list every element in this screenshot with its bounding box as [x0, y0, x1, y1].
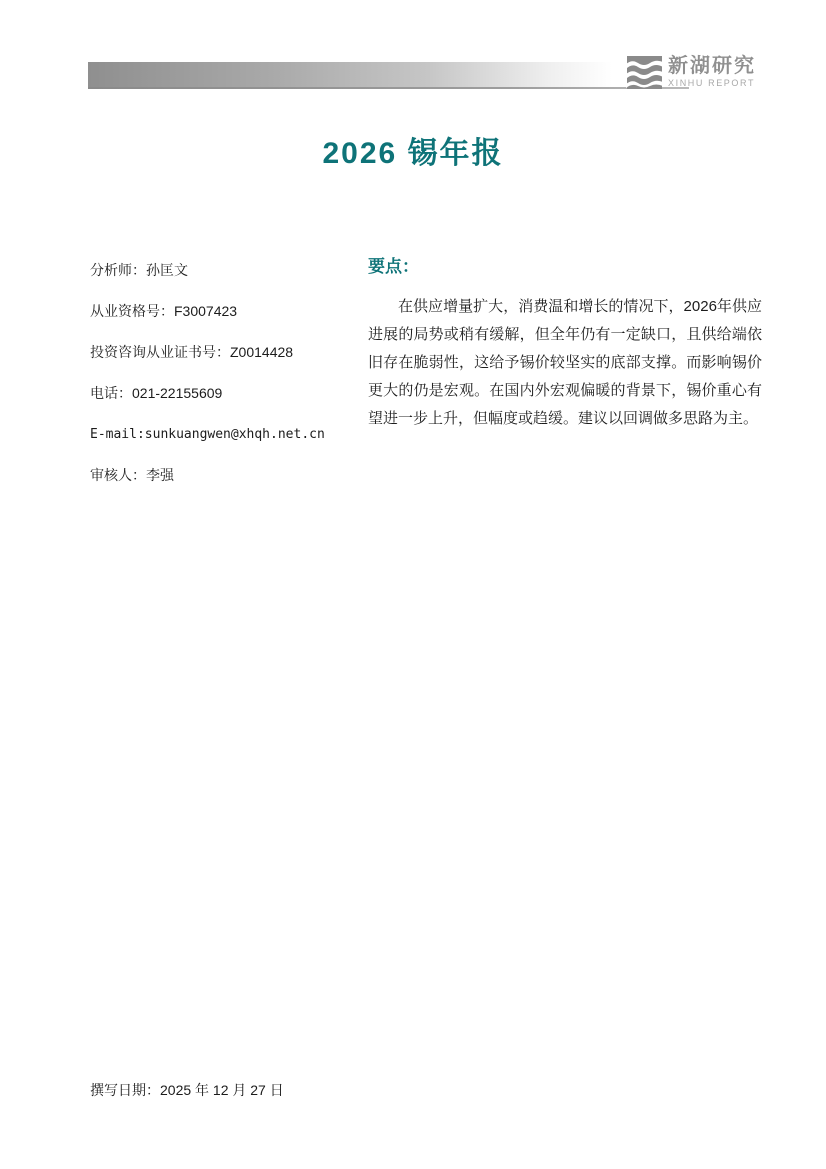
- logo-name-en: XINHU REPORT: [668, 78, 756, 88]
- report-date: 撰写日期：2025 年 12 月 27 日: [90, 1082, 284, 1098]
- key-points-heading: 要点：: [368, 257, 419, 276]
- analyst-line-reviewer: 审核人：李强: [90, 467, 174, 483]
- analyst-info: [90, 263, 362, 509]
- waves-icon: [626, 54, 663, 91]
- analyst-line-certificate: 投资咨询从业证书号：Z0014428: [90, 344, 294, 360]
- analyst-line-qualification: 从业资格号：F3007423: [90, 303, 238, 319]
- header-underline: [88, 87, 689, 89]
- report-title: 2026 锡年报: [322, 137, 504, 170]
- analyst-line-phone: 电话：021-22155609: [90, 385, 223, 401]
- logo-name-cn: 新湖研究: [668, 55, 756, 77]
- analyst-line-email: E-mail:sunkuangwen@xhqh.net.cn: [90, 427, 325, 442]
- header-gradient-bar: [88, 62, 612, 88]
- key-points-section: [368, 252, 762, 433]
- logo-text: [668, 54, 756, 89]
- company-logo: [626, 54, 756, 91]
- analyst-line-name: 分析师：孙匡文: [90, 262, 188, 278]
- key-points-body: 在供应增量扩大，消费温和增长的情况下，2026年供应进展的局势或稍有缓解，但全年仍有一定缺口，且供给端依旧存在脆弱性，这给予锡价较坚实的底部支撑。而影响锡价更大的仍是宏观。在国内外宏观偏暖的背景下，锡价重心有望进一步上升，但幅度或趋缓。建议以回调做多思路为主。: [368, 298, 762, 427]
